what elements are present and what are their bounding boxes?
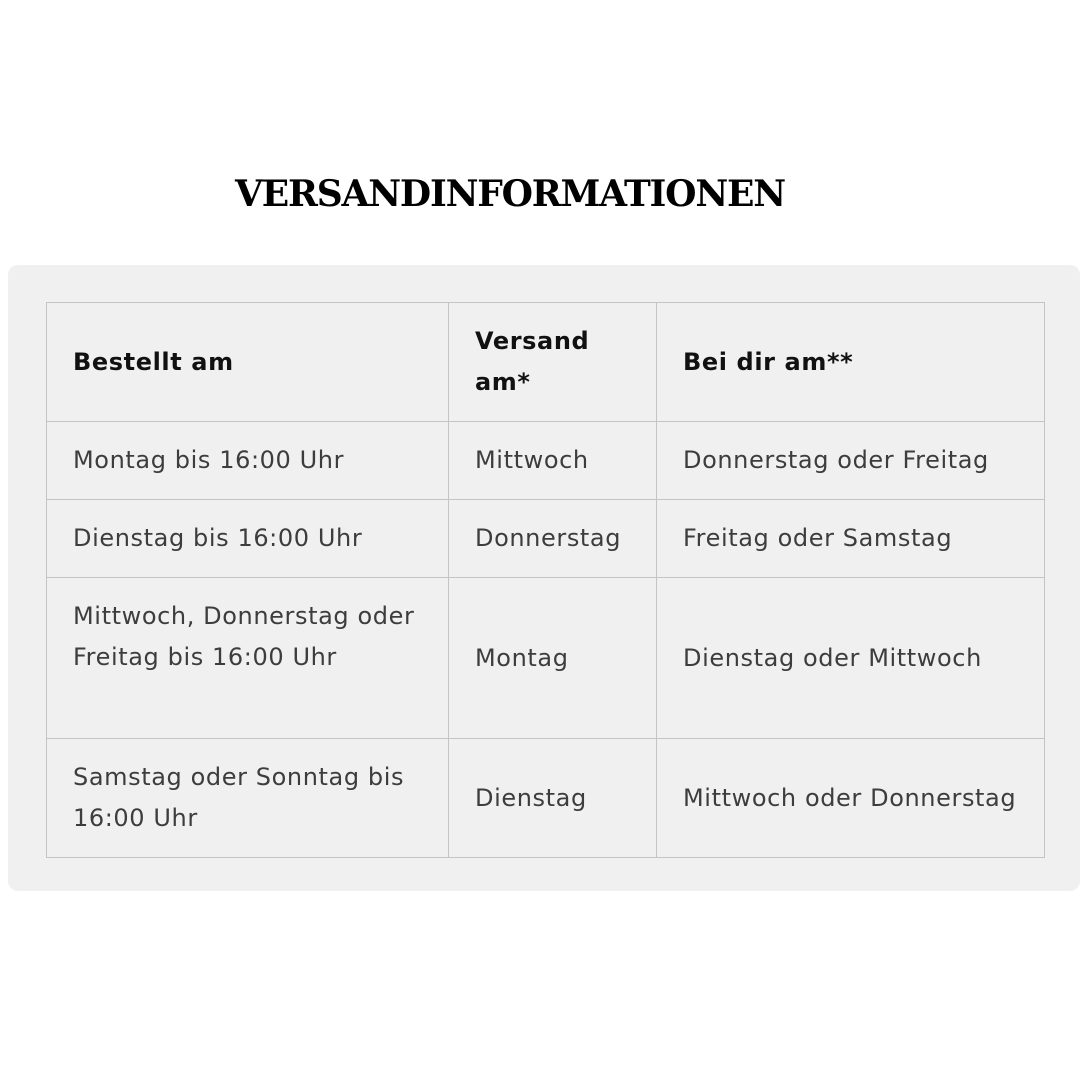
table-row: [47, 422, 1045, 500]
cell-ordered-on: Mittwoch, Donnerstag oder Freitag bis 16:00 Uhr: [47, 578, 449, 739]
cell-shipped-on: Donnerstag: [449, 500, 657, 578]
cell-delivered-on: Freitag oder Samstag: [657, 500, 1045, 578]
cell-ordered-on: Montag bis 16:00 Uhr: [47, 422, 449, 500]
table-row: [47, 578, 1045, 739]
cell-shipped-on: Mittwoch: [449, 422, 657, 500]
header-ordered-on: Bestellt am: [47, 303, 449, 422]
page-title: VERSANDINFORMATIONEN: [235, 173, 785, 215]
shipping-table: [46, 302, 1045, 858]
header-delivered-on: Bei dir am**: [657, 303, 1045, 422]
header-shipped-on: Versand am*: [449, 303, 657, 422]
table-row: [47, 739, 1045, 858]
table-header-row: [47, 303, 1045, 422]
cell-shipped-on: Montag: [449, 578, 657, 739]
cell-shipped-on: Dienstag: [449, 739, 657, 858]
cell-ordered-on: Dienstag bis 16:00 Uhr: [47, 500, 449, 578]
cell-delivered-on: Mittwoch oder Donnerstag: [657, 739, 1045, 858]
shipping-info-card: [8, 265, 1080, 891]
cell-delivered-on: Donnerstag oder Freitag: [657, 422, 1045, 500]
cell-ordered-on: Samstag oder Sonntag bis 16:00 Uhr: [47, 739, 449, 858]
cell-delivered-on: Dienstag oder Mittwoch: [657, 578, 1045, 739]
table-row: [47, 500, 1045, 578]
